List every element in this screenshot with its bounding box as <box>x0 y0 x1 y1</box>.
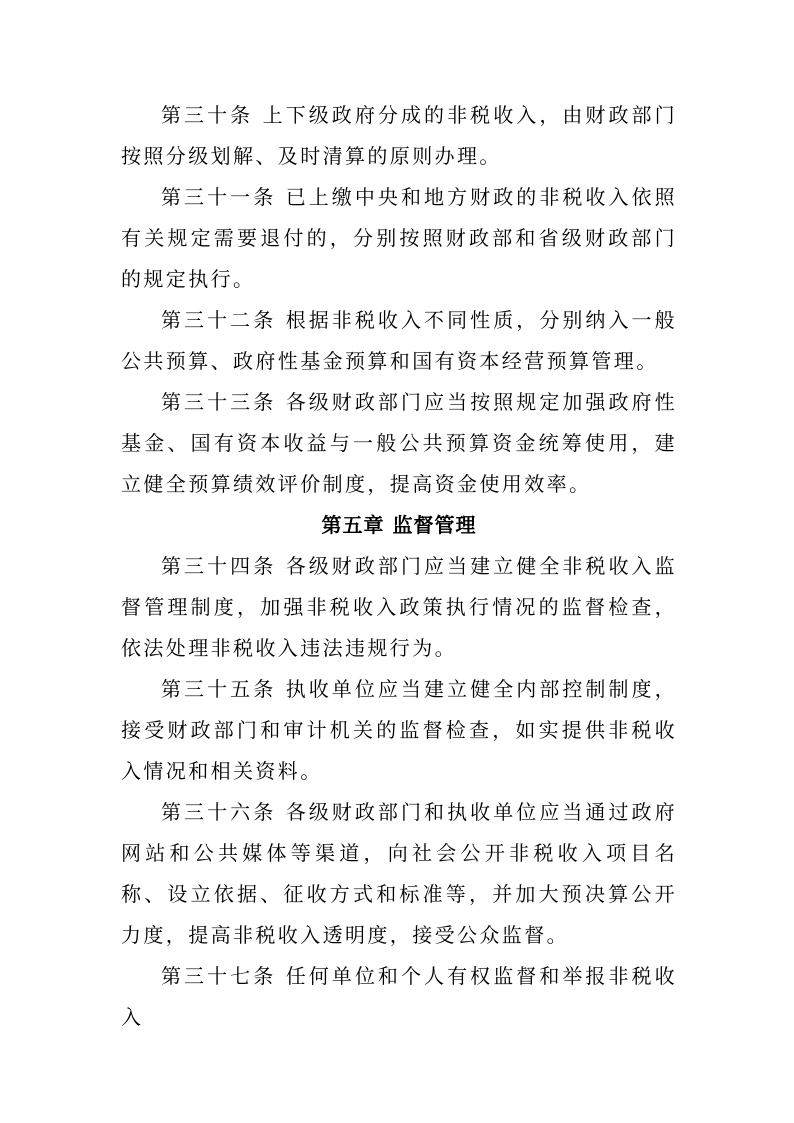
chapter-title: 第五章 监督管理 <box>321 513 477 537</box>
article-36: 第三十六条 各级财政部门和执收单位应当通过政府网站和公共媒体等渠道，向社会公开非税收入项目名称、设立依据、征收方式和标准等，并加大预决算公开力度，提高非税收入透明度，接受公众监督。 <box>121 800 677 947</box>
article-31: 第三十一条 已上缴中央和地方财政的非税收入依照有关规定需要退付的，分别按照财政部和省级财政部门的规定执行。 <box>121 185 677 291</box>
document-body <box>121 95 677 1038</box>
article-30: 第三十条 上下级政府分成的非税收入，由财政部门按照分级划解、及时清算的原则办理。 <box>121 103 677 168</box>
article-33: 第三十三条 各级财政部门应当按照规定加强政府性基金、国有资本收益与一般公共预算资金统筹使用，建立健全预算绩效评价制度，提高资金使用效率。 <box>121 390 677 496</box>
article-35: 第三十五条 执收单位应当建立健全内部控制制度，接受财政部门和审计机关的监督检查，如实提供非税收入情况和相关资料。 <box>121 677 677 783</box>
article-37: 第三十七条 任何单位和个人有权监督和举报非税收入 <box>121 964 677 1029</box>
article-34: 第三十四条 各级财政部门应当建立健全非税收入监督管理制度，加强非税收入政策执行情况的监督检查，依法处理非税收入违法违规行为。 <box>121 554 677 660</box>
article-32: 第三十二条 根据非税收入不同性质，分别纳入一般公共预算、政府性基金预算和国有资本经营预算管理。 <box>121 308 677 373</box>
